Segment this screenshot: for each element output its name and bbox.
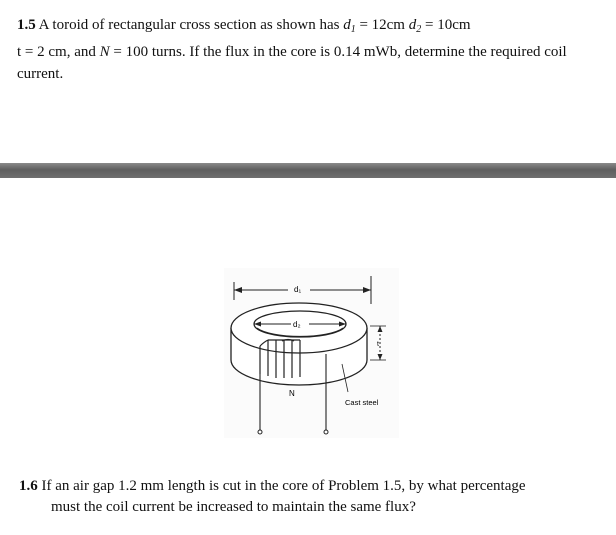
t-arrow-top <box>378 326 383 332</box>
n-symbol: N <box>99 44 110 60</box>
problem-1-6 <box>19 476 599 518</box>
toroid-diagram <box>224 268 399 438</box>
d1-value: = 12cm <box>355 17 409 33</box>
problem-1-5 <box>17 14 609 85</box>
d1-subscript: 1 <box>350 24 356 35</box>
problem-text: If an air gap 1.2 mm length is cut in the core of Problem 1.5, by what percentage <box>37 478 526 494</box>
t-label: t <box>377 341 379 348</box>
d1-symbol: d <box>343 17 351 33</box>
d1-arrow-left <box>234 287 242 293</box>
problem-text-2: t = 2 cm, and <box>17 44 100 60</box>
d1-arrow-right <box>363 287 371 293</box>
problem-number: 1.6 <box>19 478 38 494</box>
d2-symbol: d <box>408 17 417 33</box>
problem-text-2: must the coil current be increased to maintain the same flux? <box>51 499 416 515</box>
n-label: N <box>289 389 295 398</box>
terminal-left <box>258 430 262 434</box>
t-arrow-bottom <box>378 354 383 360</box>
toroid-figure <box>224 268 399 438</box>
cast-steel-label: Cast steel <box>345 398 379 407</box>
d2-label: d₂ <box>293 320 301 329</box>
problem-number: 1.5 <box>17 17 36 33</box>
d2-value: = 10cm <box>421 17 471 33</box>
d1-label: d₁ <box>294 285 302 294</box>
page-divider <box>0 163 616 178</box>
problem-text: A toroid of rectangular cross section as shown has <box>35 17 344 33</box>
terminal-right <box>324 430 328 434</box>
problem-text-3: = 100 turns. If the flux in the core is 0.14 mWb, determine the required coil current. <box>17 44 567 82</box>
d2-subscript: 2 <box>416 24 422 35</box>
